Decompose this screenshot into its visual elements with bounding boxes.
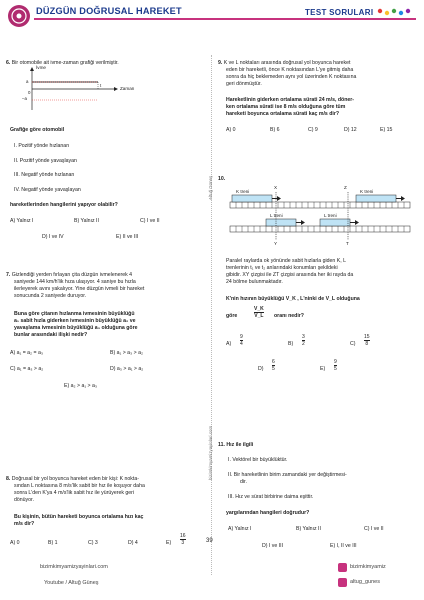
q8-text: 8. Doğrusal bir yol boyunca hareket eden bir kişi: K nokta- bbox=[6, 476, 139, 482]
q8-option-a[interactable]: A) 0 bbox=[10, 540, 20, 546]
instagram-icon bbox=[338, 563, 347, 572]
q7-text: saniyede 144 km/h'lik hıza ulaşıyor. 4 saniye bu hızla bbox=[14, 279, 136, 285]
q7-question: yavaşlama ivmesinin büyüklüğü a₃ olduğuna göre bbox=[14, 325, 138, 331]
q6-prompt: Grafiğe göre otomobil bbox=[10, 127, 65, 133]
q7-text: 7. Gizlendiği yerden fırlayan çita düzgün ivmelenerek 4 bbox=[6, 272, 133, 278]
q7-option-c[interactable]: C) a₁ = a₃ > a₂ bbox=[10, 366, 44, 372]
q10-text: 24 bölme bulunmaktadır. bbox=[226, 279, 283, 285]
q10-ratio-suffix: oranı nedir? bbox=[274, 313, 304, 319]
q11-option-d[interactable]: D) I ve III bbox=[262, 543, 284, 549]
q11-title: 11. Hız ile ilgili bbox=[218, 442, 254, 448]
q9-option-a[interactable]: A) 0 bbox=[226, 127, 236, 133]
publisher-logo bbox=[8, 5, 30, 27]
q6-option-a[interactable]: A) Yalnız I bbox=[10, 218, 34, 224]
q10-text: gibidir. XY çizgisi ile ZT çizgisi arasında her iki rayda da bbox=[226, 272, 354, 278]
q7-text: ilerleyerek avını yakalıyor. Yine düzgün ivmeli bir hareket bbox=[14, 286, 145, 292]
q11-item: II. Bir hareketlinin birim zamandaki yer değiştirmesi- bbox=[228, 472, 347, 478]
q10-point-t: T bbox=[346, 241, 349, 246]
q7-text: sonucunda 2 saniyede duruyor. bbox=[14, 293, 87, 299]
q8-option-e[interactable]: E) bbox=[166, 540, 172, 546]
q6-item: I. Pozitif yönde hızlanan bbox=[14, 143, 70, 149]
q8-text: dönüyor. bbox=[14, 497, 34, 503]
q8-text: sonra L'den K'ya 4 m/s'lik sabit hız ile yürüyerek geri bbox=[14, 490, 135, 496]
q9-question: ken ortalama sürati ise 8 m/s olduğuna göre tüm bbox=[226, 104, 346, 110]
q10-number: 10. bbox=[218, 176, 226, 182]
q9-option-c[interactable]: C) 9 bbox=[308, 127, 318, 133]
section-title: TEST SORULARI bbox=[305, 8, 374, 17]
q8-question: m/s dir? bbox=[14, 521, 35, 527]
q10-l-train-label-1: L treni bbox=[270, 213, 283, 218]
q6-graph-xlabel: Zaman bbox=[120, 86, 135, 91]
q9-option-d[interactable]: D) 12 bbox=[344, 127, 357, 133]
q8-option-e-fraction: $\frac{16}{3}$ bbox=[180, 533, 186, 546]
q10-option-e-fraction: $\frac{9}{5}$ bbox=[334, 359, 337, 372]
q9-text: eden bir hareketli, önce K noktasından L'ye gitmiş daha bbox=[226, 67, 354, 73]
q9-text: sonra da hiç beklemeden aynı yol üzerinden K noktasına bbox=[226, 74, 357, 80]
q6-option-e[interactable]: E) II ve III bbox=[116, 234, 139, 240]
q10-option-d-fraction: $\frac{6}{5}$ bbox=[272, 359, 275, 372]
q10-option-b-fraction: $\frac{3}{2}$ bbox=[302, 334, 305, 347]
side-author: Altuğ Güneş bbox=[208, 175, 213, 200]
q10-point-y: Y bbox=[274, 241, 278, 246]
q10-option-a[interactable]: A) bbox=[226, 341, 232, 347]
q6-option-d[interactable]: D) I ve IV bbox=[42, 234, 64, 240]
q10-ratio-prefix: göre bbox=[226, 313, 238, 319]
footer-social-2[interactable]: altug_gunes bbox=[350, 579, 380, 585]
q7-question: bunlar arasındaki ilişki nedir? bbox=[14, 332, 88, 338]
q8-option-c[interactable]: C) 3 bbox=[88, 540, 98, 546]
q11-question: yargılarından hangileri doğrudur? bbox=[226, 510, 310, 516]
header-dots-decoration bbox=[376, 6, 416, 18]
q10-option-c[interactable]: C) bbox=[350, 341, 356, 347]
q7-option-d[interactable]: D) a₃ > a₁ > a₂ bbox=[110, 366, 144, 372]
q10-option-e[interactable]: E) bbox=[320, 366, 326, 372]
q10-text: trenlerinin t₁ ve t₂ anlarındaki konumları şekildeki bbox=[226, 265, 338, 271]
footer-social-1[interactable]: bizimkimyamiz bbox=[350, 564, 386, 570]
q6-question: hareketlerinden hangilerini yapıyor olabilir? bbox=[10, 202, 118, 208]
footer-website[interactable]: bizimkimyamizyayinlari.com bbox=[40, 564, 108, 570]
column-divider bbox=[211, 55, 212, 575]
q7-option-a[interactable]: A) a₁ = a₂ = a₃ bbox=[10, 350, 43, 356]
q8-text: sından L noktasına 8 m/s'lik sabit bir hız ile koşuyor daha bbox=[14, 483, 145, 489]
header-rule bbox=[34, 18, 416, 20]
q11-item: I. Vektörel bir büyüklüktür. bbox=[228, 457, 288, 463]
q6-accel-time-graph bbox=[20, 66, 160, 112]
q6-option-b[interactable]: B) Yalnız II bbox=[74, 218, 99, 224]
q6-graph-minus-a: –a bbox=[22, 96, 27, 101]
q10-question: K'nin hızının büyüklüğü V_K , L'ninki de V_L olduğuna bbox=[226, 296, 360, 302]
q6-option-c[interactable]: C) I ve II bbox=[140, 218, 160, 224]
q8-question: Bu kişinin, bütün hareketi boyunca ortalama hızı kaç bbox=[14, 514, 144, 520]
q10-point-z: Z bbox=[344, 185, 347, 190]
q9-question: hareketi boyunca ortalama sürati kaç m/s dir? bbox=[226, 111, 340, 117]
q6-graph-a: a bbox=[26, 79, 29, 84]
page-number: 39 bbox=[206, 538, 213, 544]
q11-option-a[interactable]: A) Yalnız I bbox=[228, 526, 252, 532]
q11-item: III. Hız ve sürat birbirine daima eşittir. bbox=[228, 494, 314, 500]
q10-train-figure bbox=[226, 186, 416, 250]
q6-item: III. Negatif yönde hızlanan bbox=[14, 172, 75, 178]
q10-l-train-label-2: L treni bbox=[324, 213, 337, 218]
q6-graph-t0: 0 bbox=[28, 90, 31, 95]
q11-option-e[interactable]: E) I, II ve III bbox=[330, 543, 357, 549]
q10-text: Paralel raylarda ok yönünde sabit hızlarla giden K, L bbox=[226, 258, 346, 264]
q10-point-x: X bbox=[274, 185, 278, 190]
q7-option-e[interactable]: E) a₂ > a₁ > a₃ bbox=[64, 383, 97, 389]
footer-youtube[interactable]: Youtube / Altuğ Güneş bbox=[44, 580, 99, 586]
q6-intro: 6. Bir otomobile ait ivme-zaman grafiği verilmiştir. bbox=[6, 60, 119, 66]
side-website: bizimkimyamizyayinlari.com bbox=[208, 425, 213, 480]
q6-graph-t: t bbox=[100, 83, 102, 88]
q11-item: dir. bbox=[240, 479, 247, 485]
q11-option-b[interactable]: B) Yalnız II bbox=[296, 526, 321, 532]
q7-option-b[interactable]: B) a₁ > a₃ > a₂ bbox=[110, 350, 143, 356]
q9-text: geri dönmüştür. bbox=[226, 81, 262, 87]
q11-option-c[interactable]: C) I ve II bbox=[364, 526, 384, 532]
q9-question: Hareketlinin giderken ortalama sürati 24 m/s, döner- bbox=[226, 97, 355, 103]
q10-option-a-fraction: $\frac{9}{4}$ bbox=[240, 334, 243, 347]
q6-graph-ylabel: İvme bbox=[36, 65, 46, 70]
q6-item: II. Pozitif yönde yavaşlayan bbox=[14, 158, 77, 164]
chapter-title: DÜZGÜN DOĞRUSAL HAREKET bbox=[36, 6, 182, 16]
q8-option-b[interactable]: B) 1 bbox=[48, 540, 58, 546]
q10-option-b[interactable]: B) bbox=[288, 341, 294, 347]
instagram-icon bbox=[338, 578, 347, 587]
q8-option-d[interactable]: D) 4 bbox=[128, 540, 138, 546]
q9-option-b[interactable]: B) 6 bbox=[270, 127, 280, 133]
q9-text: 9. K ve L noktaları arasında doğrusal yol boyunca hareket bbox=[218, 60, 351, 66]
q10-ratio-fraction: $\frac{V\_K}{V\_L}$ bbox=[254, 306, 264, 319]
q6-item: IV. Negatif yönde yavaşlayan bbox=[14, 187, 81, 193]
q7-question: a₁ sabit hızla giderken ivmesinin büyüklüğü a₂ ve bbox=[14, 318, 136, 324]
q10-k-train-label-1: K treni bbox=[236, 189, 250, 194]
q10-k-train-label-2: K treni bbox=[360, 189, 374, 194]
q10-option-c-fraction: $\frac{15}{8}$ bbox=[364, 334, 370, 347]
q10-option-d[interactable]: D) bbox=[258, 366, 264, 372]
q7-question: Buna göre çitanın hızlanma ivmesinin büyüklüğü bbox=[14, 311, 135, 317]
q9-option-e[interactable]: E) 15 bbox=[380, 127, 393, 133]
